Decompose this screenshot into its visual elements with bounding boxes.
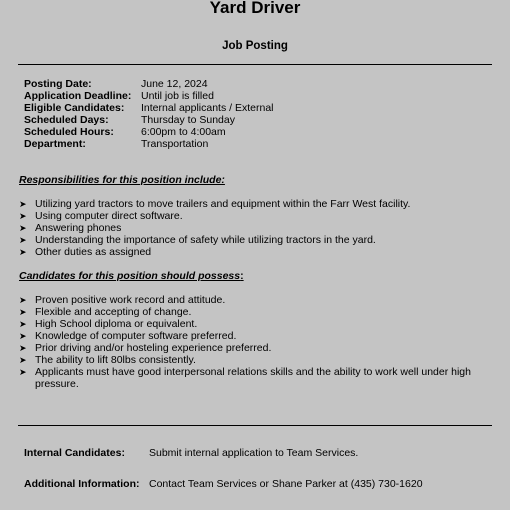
candidates-list: [19, 294, 489, 390]
arrow-bullet-icon: ➤: [19, 355, 27, 365]
arrow-bullet-icon: ➤: [19, 295, 27, 305]
detail-label: Scheduled Hours:: [24, 126, 114, 138]
detail-value: Thursday to Sunday: [141, 114, 235, 126]
detail-row-scheduled-days: [24, 114, 274, 126]
arrow-bullet-icon: ➤: [19, 211, 27, 221]
detail-label: Posting Date:: [24, 78, 92, 90]
arrow-bullet-icon: ➤: [19, 307, 27, 317]
detail-value: Transportation: [141, 138, 209, 150]
list-item: ➤ Understanding the importance of safety while utilizing tractors in the yard.: [19, 234, 376, 246]
arrow-bullet-icon: ➤: [19, 367, 27, 377]
arrow-bullet-icon: ➤: [19, 223, 27, 233]
responsibilities-list: [19, 198, 489, 258]
detail-label: Application Deadline:: [24, 90, 132, 102]
additional-information-row: [24, 478, 423, 490]
arrow-bullet-icon: ➤: [19, 235, 27, 245]
responsibilities-heading: Responsibilities for this position include:: [19, 174, 225, 186]
posting-details: [24, 78, 274, 150]
list-item: ➤ Applicants must have good interpersonal relations skills and the ability to work well under high pressure.: [19, 366, 471, 390]
list-item: ➤ Proven positive work record and attitude.: [19, 294, 226, 306]
arrow-bullet-icon: ➤: [19, 331, 27, 341]
top-divider: [18, 64, 492, 65]
detail-label: Department:: [24, 138, 86, 150]
list-item: ➤ Other duties as assigned: [19, 246, 152, 258]
arrow-bullet-icon: ➤: [19, 319, 27, 329]
internal-candidates-row: [24, 447, 358, 459]
additional-information-value: Contact Team Services or Shane Parker at (435) 730-1620: [149, 478, 423, 490]
page-title: Yard Driver: [209, 0, 301, 17]
detail-label: Eligible Candidates:: [24, 102, 125, 114]
detail-value: Until job is filled: [141, 90, 214, 102]
list-item: ➤ Prior driving and/or hosteling experience preferred.: [19, 342, 272, 354]
arrow-bullet-icon: ➤: [19, 343, 27, 353]
list-item: ➤ The ability to lift 80lbs consistently.: [19, 354, 196, 366]
bottom-divider: [18, 425, 492, 426]
internal-candidates-value: Submit internal application to Team Services.: [149, 447, 359, 459]
candidates-heading: Candidates for this position should possess:: [19, 270, 244, 282]
detail-row-department: [24, 138, 274, 150]
detail-value: 6:00pm to 4:00am: [141, 126, 226, 138]
detail-row-scheduled-hours: [24, 126, 274, 138]
detail-value: June 12, 2024: [141, 78, 208, 90]
list-item: ➤ High School diploma or equivalent.: [19, 318, 198, 330]
arrow-bullet-icon: ➤: [19, 247, 27, 257]
list-item: ➤ Answering phones: [19, 222, 122, 234]
list-item: ➤ Using computer direct software.: [19, 210, 183, 222]
list-item: ➤ Utilizing yard tractors to move trailers and equipment within the Farr West facility.: [19, 198, 411, 210]
detail-row-application-deadline: [24, 90, 274, 102]
additional-information-label: Additional Information:: [24, 478, 140, 490]
page-subtitle: Job Posting: [222, 40, 288, 52]
list-item: ➤ Flexible and accepting of change.: [19, 306, 192, 318]
list-item: ➤ Knowledge of computer software preferred.: [19, 330, 237, 342]
detail-label: Scheduled Days:: [24, 114, 109, 126]
internal-candidates-label: Internal Candidates:: [24, 447, 125, 459]
arrow-bullet-icon: ➤: [19, 199, 27, 209]
detail-row-posting-date: [24, 78, 274, 90]
detail-row-eligible-candidates: [24, 102, 274, 114]
detail-value: Internal applicants / External: [141, 102, 274, 114]
